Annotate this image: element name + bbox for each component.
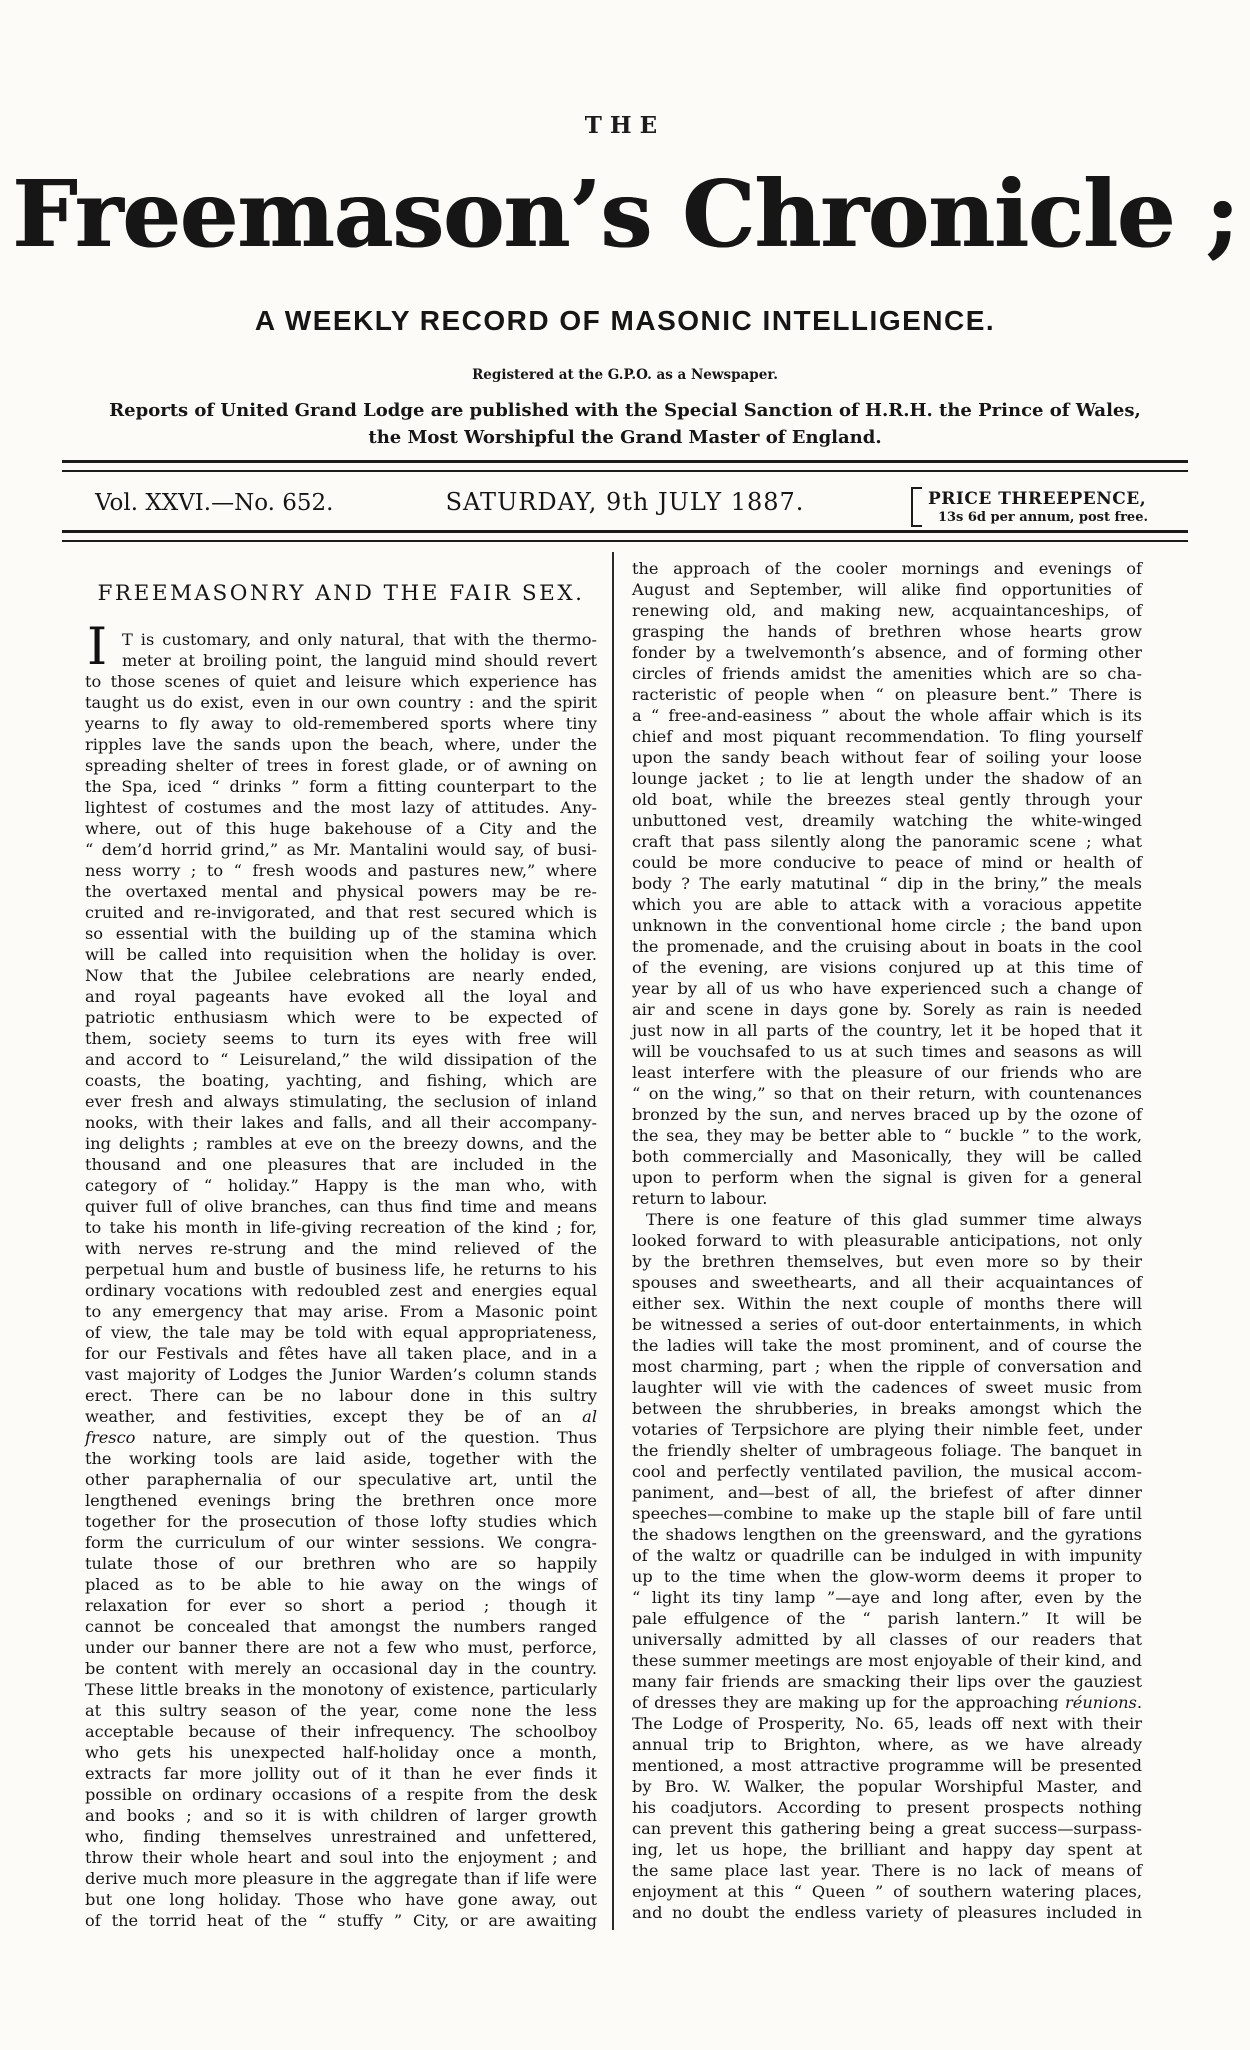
- text-line: pale effulgence of the “ parish lantern.” It will be: [632, 1609, 1142, 1628]
- double-rule-top: [62, 460, 1188, 472]
- text-line: so essential with the building up of the stamina which: [85, 924, 597, 943]
- masthead-title: Freemason’s Chronicle ;: [11, 160, 1239, 268]
- text-line: the same place last year. There is no lack of means of: [632, 1861, 1142, 1880]
- issue-date: SATURDAY, 9th JULY 1887.: [445, 488, 805, 516]
- text-line: renewing old, and making new, acquaintanceships, of: [632, 601, 1142, 620]
- right-column: [632, 552, 1142, 1923]
- text-line: and accord to “ Leisureland,” the wild dissipation of the: [85, 1050, 597, 1069]
- text-line: most charming, part ; when the ripple of conversation and: [632, 1357, 1142, 1376]
- text-line: at this sultry season of the year, come none the less: [85, 1701, 597, 1720]
- text-line: the shadows lengthen on the greensward, and the gyrations: [632, 1525, 1142, 1544]
- text-line: vast majority of Lodges the Junior Warden’s column stands: [85, 1365, 597, 1384]
- text-line: meter at broiling point, the languid mind should revert: [122, 651, 597, 670]
- text-line: the overtaxed mental and physical powers may be re-: [85, 882, 597, 901]
- text-line: racteristic of people when “ on pleasure bent.” There is: [632, 685, 1142, 704]
- text-line: taught us do exist, even in our own country : and the spirit: [85, 693, 597, 712]
- volume-number: Vol. XXVI.—No. 652.: [95, 490, 334, 516]
- text-line: them, society seems to turn its eyes with free will: [85, 1029, 597, 1048]
- sanction-line-1: Reports of United Grand Lodge are published with the Special Sanction of H.R.H. the Prince of Wales,: [109, 400, 1141, 421]
- text-line: T is customary, and only natural, that with the thermo-: [122, 630, 597, 649]
- text-line: “ light its tiny lamp ”—aye and long after, even by the: [632, 1588, 1142, 1607]
- text-line: return to labour.: [632, 1189, 768, 1208]
- price-main: PRICE THREEPENCE,: [927, 489, 1147, 509]
- text-line: erect. There can be no labour done in this sultry: [85, 1386, 597, 1405]
- text-line: chief and most piquant recommendation. To fling yourself: [632, 727, 1142, 746]
- text-line: for our Festivals and fêtes have all taken place, and in a: [85, 1344, 597, 1363]
- text-line: be content with merely an occasional day in the country.: [85, 1659, 597, 1678]
- text-line: yearns to fly away to old-remembered sports where tiny: [85, 714, 597, 733]
- text-line: circles of friends amidst the amenities which are so cha-: [632, 664, 1142, 683]
- text-line: and no doubt the endless variety of pleasures included in: [632, 1903, 1142, 1922]
- text-line: many fair friends are smacking their lips over the gauziest: [632, 1672, 1142, 1691]
- text-line: cruited and re-invigorated, and that rest secured which is: [85, 903, 597, 922]
- text-line: bronzed by the sun, and nerves braced up by the ozone of: [632, 1105, 1142, 1124]
- text-line: could be more conducive to peace of mind or health of: [632, 853, 1142, 872]
- text-line: and royal pageants have evoked all the loyal and: [85, 987, 597, 1006]
- text-line: perpetual hum and bustle of business life, he returns to his: [85, 1260, 597, 1279]
- text-line: the sea, they may be better able to “ buckle ” to the work,: [632, 1126, 1142, 1145]
- text-line: form the curriculum of our winter sessions. We congra-: [85, 1533, 597, 1552]
- text-line: spreading shelter of trees in forest glade, or of awning on: [85, 756, 597, 775]
- text-line: votaries of Terpsichore are plying their nimble feet, under: [632, 1420, 1142, 1439]
- text-line: the ladies will take the most prominent, and of course the: [632, 1336, 1142, 1355]
- text-line: together for the prosecution of those lofty studies which: [85, 1512, 597, 1531]
- text-line: ripples lave the sands upon the beach, where, under the: [85, 735, 597, 754]
- text-line: “ dem’d horrid grind,” as Mr. Mantalini would say, of busi-: [85, 840, 597, 859]
- text-line: other paraphernalia of our speculative art, until the: [85, 1470, 597, 1489]
- text-line: upon the sandy beach without fear of soiling your loose: [632, 748, 1142, 767]
- text-line: the promenade, and the cruising about in boats in the cool: [632, 937, 1142, 956]
- text-line: fresco nature, are simply out of the question. Thus: [85, 1428, 597, 1447]
- text-line: of the torrid heat of the “ stuffy ” City, or are awaiting: [85, 1911, 597, 1930]
- text-line: both commercially and Masonically, they will be called: [632, 1147, 1142, 1166]
- registration-line: Registered at the G.P.O. as a Newspaper.: [472, 367, 778, 383]
- text-line: cool and perfectly ventilated pavilion, the musical accom-: [632, 1462, 1142, 1481]
- text-line: body ? The early matutinal “ dip in the briny,” the meals: [632, 874, 1142, 893]
- text-line: extracts far more jollity out of it than he ever finds it: [85, 1764, 597, 1783]
- text-line: be witnessed a series of out-door entertainments, in which: [632, 1315, 1142, 1334]
- text-line: looked forward to with pleasurable anticipations, not only: [632, 1231, 1142, 1250]
- text-line: lightest of costumes and the most lazy of attitudes. Any-: [85, 798, 597, 817]
- text-line: will be vouchsafed to us at such times and seasons as will: [632, 1042, 1142, 1061]
- text-line: thousand and one pleasures that are included in the: [85, 1155, 597, 1174]
- text-line: of dresses they are making up for the approaching réunions.: [632, 1693, 1142, 1712]
- text-line: universally admitted by all classes of our readers that: [632, 1630, 1142, 1649]
- text-line: the approach of the cooler mornings and evenings of: [632, 559, 1142, 578]
- text-line: will be called into requisition when the holiday is over.: [85, 945, 597, 964]
- text-line: where, out of this huge bakehouse of a City and the: [85, 819, 597, 838]
- text-line: can prevent this gathering being a great success—surpass-: [632, 1819, 1142, 1838]
- text-line: old boat, while the breezes steal gently through your: [632, 790, 1142, 809]
- text-line: mentioned, a most attractive programme will be presented: [632, 1756, 1142, 1775]
- double-rule-bottom: [62, 530, 1188, 542]
- sanction-line-2: the Most Worshipful the Grand Master of England.: [368, 427, 882, 448]
- text-line: these summer meetings are most enjoyable of their kind, and: [632, 1651, 1142, 1670]
- text-line: paniment, and—best of all, the briefest of after dinner: [632, 1483, 1142, 1502]
- text-line: which you are able to attack with a voracious appetite: [632, 895, 1142, 914]
- text-line: fonder by a twelvemonth’s absence, and of forming other: [632, 643, 1142, 662]
- text-line: to take his month in life-giving recreation of the kind ; for,: [85, 1218, 597, 1237]
- price-sub: 13s 6d per annum, post free.: [937, 510, 1148, 525]
- drop-cap: I: [87, 618, 108, 677]
- text-line: just now in all parts of the country, let it be hoped that it: [632, 1021, 1142, 1040]
- text-line: with nerves re-strung and the mind relieved of the: [85, 1239, 597, 1258]
- text-line: possible on ordinary occasions of a respite from the desk: [85, 1785, 597, 1804]
- text-line: year by all of us who have experienced such a change of: [632, 979, 1142, 998]
- text-line: relaxation for ever so short a period ; though it: [85, 1596, 597, 1615]
- text-line: unknown in the conventional home circle ; the band upon: [632, 916, 1142, 935]
- text-line: least interfere with the pleasure of our friends who are: [632, 1063, 1142, 1082]
- text-line: the working tools are laid aside, together with the: [85, 1449, 597, 1468]
- text-line: derive much more pleasure in the aggregate than if life were: [85, 1869, 597, 1888]
- paragraph: [85, 618, 597, 1931]
- text-line: laughter will vie with the cadences of sweet music from: [632, 1378, 1142, 1397]
- text-line: enjoyment at this “ Queen ” of southern watering places,: [632, 1882, 1142, 1901]
- text-line: of view, the tale may be told with equal appropriateness,: [85, 1323, 597, 1342]
- text-line: unbuttoned vest, dreamily watching the white-winged: [632, 811, 1142, 830]
- text-line: Now that the Jubilee celebrations are nearly ended,: [85, 966, 597, 985]
- sanction-notice: [0, 397, 1250, 451]
- text-line: of the waltz or quadrille can be indulged in with impunity: [632, 1546, 1142, 1565]
- text-line: who gets his unexpected half-holiday once a month,: [85, 1743, 597, 1762]
- text-line: but one long holiday. Those who have gone away, out: [85, 1890, 597, 1909]
- text-line: either sex. Within the next couple of months there will: [632, 1294, 1142, 1313]
- dateline: [0, 487, 1250, 529]
- text-line: There is one feature of this glad summer time always: [646, 1210, 1142, 1229]
- text-line: coasts, the boating, yachting, and fishing, which are: [85, 1071, 597, 1090]
- article-title: FREEMASONRY AND THE FAIR SEX.: [97, 581, 585, 606]
- text-line: under our banner there are not a few who must, perforce,: [85, 1638, 597, 1657]
- text-line: lengthened evenings bring the brethren once more: [85, 1491, 597, 1510]
- text-line: ever fresh and always stimulating, the seclusion of inland: [85, 1092, 597, 1111]
- text-line: who, finding themselves unrestrained and unfettered,: [85, 1827, 597, 1846]
- text-line: craft that pass silently along the panoramic scene ; what: [632, 832, 1142, 851]
- bracket-icon: [911, 487, 922, 527]
- text-line: by Bro. W. Walker, the popular Worshipful Master, and: [632, 1777, 1142, 1796]
- text-line: ness worry ; to “ fresh woods and pastures new,” where: [85, 861, 597, 880]
- text-line: quiver full of olive branches, can thus find time and means: [85, 1197, 597, 1216]
- text-line: tulate those of our brethren who are so happily: [85, 1554, 597, 1573]
- text-line: category of “ holiday.” Happy is the man who, with: [85, 1176, 597, 1195]
- text-line: of the evening, are visions conjured up at this time of: [632, 958, 1142, 977]
- text-line: weather, and festivities, except they be of an al: [85, 1407, 597, 1426]
- text-line: upon to perform when the signal is given for a general: [632, 1168, 1142, 1187]
- text-line: air and scene in days gone by. Sorely as rain is needed: [632, 1000, 1142, 1019]
- text-line: and books ; and so it is with children of larger growth: [85, 1806, 597, 1825]
- text-line: the friendly shelter of umbrageous foliage. The banquet in: [632, 1441, 1142, 1460]
- paragraph: [632, 558, 1142, 1209]
- text-line: August and September, will alike find opportunities of: [632, 580, 1142, 599]
- left-column: [85, 552, 597, 1931]
- masthead-the: THE: [584, 112, 666, 139]
- text-line: ing delights ; rambles at eve on the breezy downs, and the: [85, 1134, 597, 1153]
- text-line: acceptable because of their infrequency. The schoolboy: [85, 1722, 597, 1741]
- text-line: lounge jacket ; to lie at length under the shadow of an: [632, 769, 1142, 788]
- paragraph: [632, 1209, 1142, 1923]
- text-line: his coadjutors. According to present prospects nothing: [632, 1798, 1142, 1817]
- text-line: These little breaks in the monotony of existence, particularly: [85, 1680, 597, 1699]
- text-line: up to the time when the glow-worm deems it proper to: [632, 1567, 1142, 1586]
- price-box: [911, 487, 1148, 527]
- text-line: to any emergency that may arise. From a Masonic point: [85, 1302, 597, 1321]
- column-divider: [612, 552, 614, 1930]
- text-line: spouses and sweethearts, and all their acquaintances of: [632, 1273, 1142, 1292]
- text-line: to those scenes of quiet and leisure which experience has: [85, 672, 597, 691]
- text-line: nooks, with their lakes and falls, and all their accompany-: [85, 1113, 597, 1132]
- masthead-subtitle: A WEEKLY RECORD OF MASONIC INTELLIGENCE.: [254, 305, 996, 336]
- text-line: cannot be concealed that amongst the numbers ranged: [85, 1617, 597, 1636]
- text-line: grasping the hands of brethren whose hearts grow: [632, 622, 1142, 641]
- text-line: patriotic enthusiasm which were to be expected of: [85, 1008, 597, 1027]
- text-line: the Spa, iced “ drinks ” form a fitting counterpart to the: [85, 777, 597, 796]
- text-line: annual trip to Brighton, where, as we have already: [632, 1735, 1142, 1754]
- text-line: ing, let us hope, the brilliant and happy day spent at: [632, 1840, 1142, 1859]
- text-line: ordinary vocations with redoubled zest and energies equal: [85, 1281, 597, 1300]
- text-line: by the brethren themselves, but even more so by their: [632, 1252, 1142, 1271]
- text-line: “ on the wing,” so that on their return, with countenances: [632, 1084, 1142, 1103]
- text-line: throw their whole heart and soul into the enjoyment ; and: [85, 1848, 597, 1867]
- text-line: placed as to be able to hie away on the wings of: [85, 1575, 597, 1594]
- text-line: a “ free-and-easiness ” about the whole affair which is its: [632, 706, 1142, 725]
- text-line: between the shrubberies, in breaks amongst which the: [632, 1399, 1142, 1418]
- text-line: The Lodge of Prosperity, No. 65, leads off next with their: [632, 1714, 1142, 1733]
- text-line: speeches—combine to make up the staple bill of fare until: [632, 1504, 1142, 1523]
